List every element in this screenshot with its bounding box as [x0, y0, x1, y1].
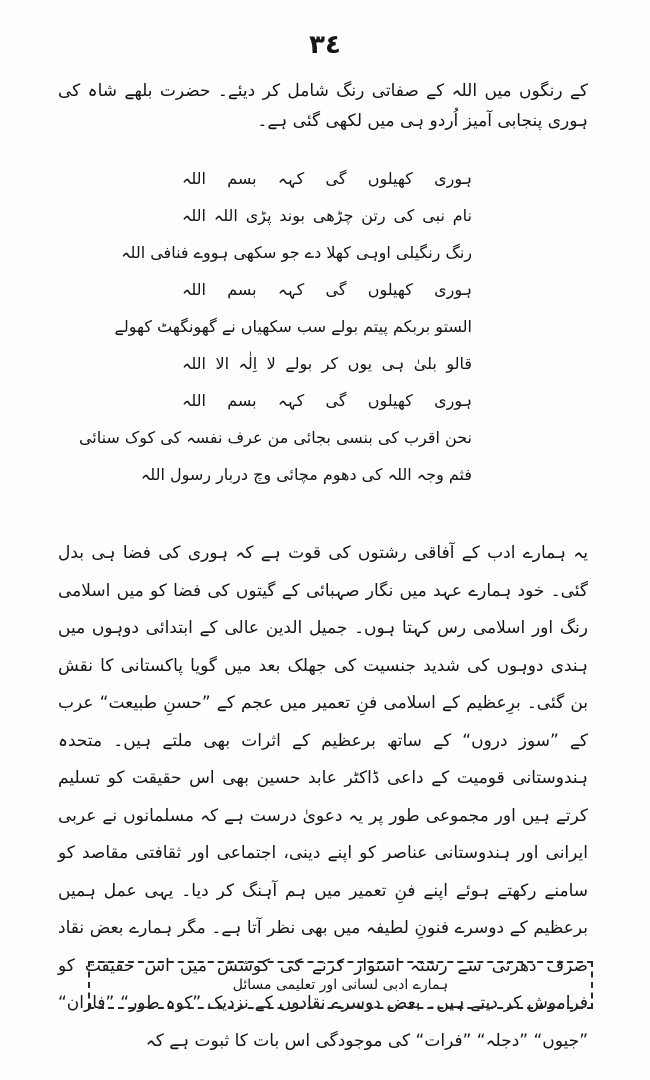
poem-line: ہوری کھیلوں گی کہہ بسم اللہ: [182, 280, 472, 299]
poem-block: [78, 160, 472, 493]
poem-line: نام نبی کی رتن چڑھی بوند پڑی اللہ اللہ: [182, 206, 472, 225]
body-paragraph: یہ ہمارے ادب کے آفاقی رشتوں کی قوت ہے کہ ہوری کی فضا ہی بدل گئی۔ خود ہمارے عہد میں نگار صہبائی کے گیتوں کی فضا کو میں اسلامی رنگ اور اسلامی رس کہتا ہوں۔ جمیل الدین عالی کے ابتدائی دوہوں میں ہندی دوہوں کی شدید جنسیت کی جھلک بعد میں گویا پاکستانی کا نقش بن گئی۔ برِعظیم کے اسلامی فنِ تعمیر میں عجم کے ”حسنِ طبیعت“ عرب کے ”سوز دروں“ کے ساتھ برعظیم کے اثرات بھی ملتے ہیں۔ متحدہ ہندوستانی قومیت کے داعی ڈاکٹر عابد حسین بھی اس حقیقت کو تسلیم کرتے ہیں اور مجموعی طور پر یہ دعویٰ درست ہے کہ مسلمانوں نے عربی ایرانی اور ہندوستانی عناصر کو اپنے دینی، اجتماعی اور ثقافتی مقاصد کو سامنے رکھتے ہوئے اپنے فنِ تعمیر میں ہم آہنگ کر دیا۔ یہی عمل ہمیں برعظیم کے دوسرے فنونِ لطیفہ میں بھی نظر آتا ہے۔ مگر ہمارے بعض نقاد صرف دھرتی سے رشتہ استوار کرنے کی کوشش میں اس حقیقت کو فراموش کر دیتے ہیں۔ بعض دوسرے نقادوں کے نزدیک ”کوہ طور“ ”فاران“ ”جیوں“ ”دجلہ“ ”فرات“ کی موجودگی اس بات کا ثبوت ہے کہ: [58, 543, 588, 1051]
book-title-footer: ہمارے ادبی لسانی اور تعلیمی مسائل: [232, 977, 449, 993]
intro-paragraph: کے رنگوں میں اللہ کے صفاتی رنگ شامل کر دیئے۔ حضرت بلھے شاہ کی ہوری پنجابی آمیز اُردو ہی میں لکھی گئی ہے۔: [58, 81, 588, 131]
running-footer: [88, 961, 593, 1009]
poem-line: نحن اقرب کی بنسی بجائی من عرف نفسہ کی کوک سنائی: [78, 428, 472, 447]
poem-line: قالو بلیٰ ہی یوں کر بولے لا اِلٰہ الا اللہ: [182, 354, 472, 373]
poem-line: رنگ رنگیلی اوہی کھلا دے جو سکھی ہووے فنافی اللہ: [121, 243, 472, 262]
poem-line: فثم وجہ اللہ کی دھوم مچائی وچ دربار رسول اللہ: [140, 465, 472, 484]
poem-line: الستو بربکم پیتم بولے سب سکھیاں نے گھونگھٹ کھولے: [114, 317, 472, 336]
poem-line: ہوری کھیلوں گی کہہ بسم اللہ: [182, 169, 472, 188]
page-number: ٣٤: [309, 30, 341, 60]
poem-line: ہوری کھیلوں گی کہہ بسم اللہ: [182, 391, 472, 410]
